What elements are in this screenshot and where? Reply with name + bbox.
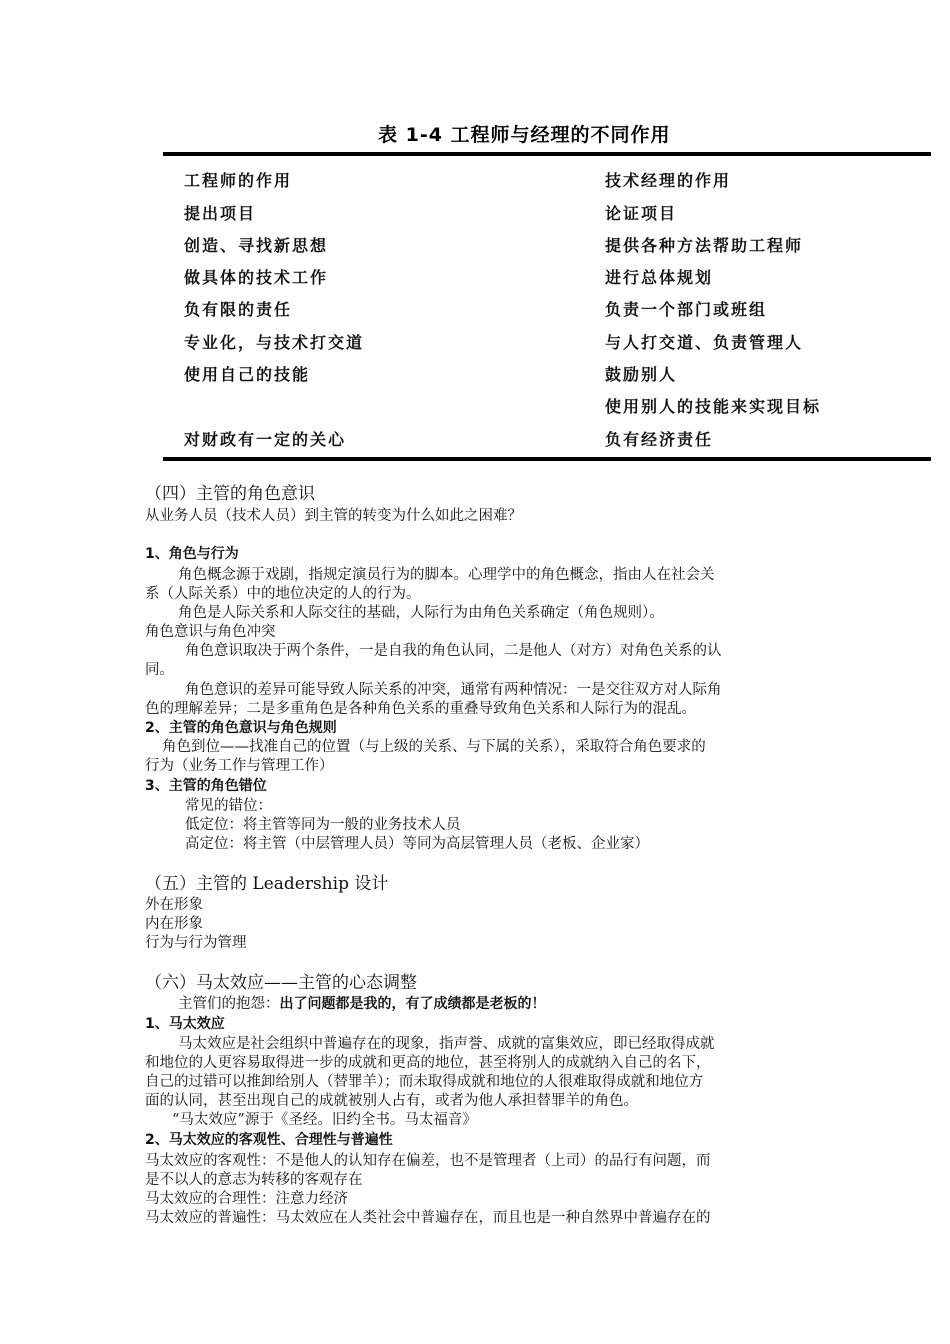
- paragraph: 角色意识与角色冲突: [145, 624, 276, 640]
- table-cell-left: 创造、寻找新思想: [184, 236, 329, 255]
- table-cell-left: 提出项目: [184, 204, 257, 223]
- table-bottom-rule: [163, 457, 931, 461]
- section-heading: （五）主管的 Leadership 设计: [145, 874, 389, 894]
- complaint-lead: 主管们的抱怨：: [178, 996, 280, 1012]
- subheading: 1、马太效应: [145, 1016, 225, 1032]
- paragraph: 角色到位——找准自己的位置（与上级的关系、与下属的关系），采取符合角色要求的: [162, 739, 706, 755]
- subheading: 2、马太效应的客观性、合理性与普遍性: [145, 1132, 393, 1148]
- paragraph: [178, 995, 848, 1014]
- table-cell-right: 进行总体规划: [605, 268, 714, 287]
- paragraph: 是不以人的意志为转移的客观存在: [145, 1172, 363, 1188]
- section-heading: （四）主管的角色意识: [145, 484, 315, 504]
- list-item: 外在形象: [145, 897, 203, 913]
- paragraph: 马太效应的合理性：注意力经济: [145, 1191, 348, 1207]
- paragraph: 角色概念源于戏剧，指规定演员行为的脚本。心理学中的角色概念，指由人在社会关: [178, 567, 715, 583]
- paragraph: 和地位的人更容易取得进一步的成就和更高的地位，甚至将别人的成就纳入自己的名下，: [145, 1055, 711, 1071]
- subheading: 2、主管的角色意识与角色规则: [145, 720, 337, 736]
- paragraph: 角色意识取决于两个条件，一是自我的角色认同，二是他人（对方）对角色关系的认: [185, 643, 722, 659]
- paragraph: 行为（业务工作与管理工作）: [145, 758, 334, 774]
- subheading: 1、角色与行为: [145, 546, 239, 562]
- subheading: 3、主管的角色错位: [145, 778, 267, 794]
- table-cell-left: 对财政有一定的关心: [184, 430, 347, 449]
- table-title: 表 1-4 工程师与经理的不同作用: [378, 124, 671, 146]
- paragraph: 低定位：将主管等同为一般的业务技术人员: [185, 817, 461, 833]
- paragraph: 马太效应的普遍性：马太效应在人类社会中普遍存在，而且也是一种自然界中普遍存在的: [145, 1210, 711, 1226]
- list-item: 行为与行为管理: [145, 935, 247, 951]
- table-cell-right: 提供各种方法帮助工程师: [605, 236, 804, 255]
- paragraph: 系（人际关系）中的地位决定的人的行为。: [145, 586, 421, 602]
- table-cell-right: 使用别人的技能来实现目标: [605, 397, 822, 416]
- table-cell-right: 鼓励别人: [605, 365, 678, 384]
- table-cell-left: 使用自己的技能: [184, 365, 311, 384]
- table-cell-right: 负有经济责任: [605, 430, 714, 449]
- table-cell-left: 专业化，与技术打交道: [184, 333, 365, 352]
- paragraph: 面的认同，甚至出现自己的成就被别人占有，或者为他人承担替罪羊的角色。: [145, 1093, 638, 1109]
- list-item: 内在形象: [145, 916, 203, 932]
- table-cell-left: 做具体的技术工作: [184, 268, 329, 287]
- paragraph: 角色意识的差异可能导致人际关系的冲突，通常有两种情况：一是交往双方对人际角: [185, 682, 722, 698]
- paragraph: 同。: [145, 662, 174, 678]
- paragraph: 常见的错位：: [185, 798, 272, 814]
- table-cell-right: 论证项目: [605, 204, 678, 223]
- table-top-rule: [163, 152, 931, 156]
- table-cell-right: 与人打交道、负责管理人: [605, 333, 804, 352]
- paragraph: 角色是人际关系和人际交往的基础，人际行为由角色关系确定（角色规则）。: [178, 605, 664, 621]
- paragraph: 马太效应是社会组织中普遍存在的现象，指声誉、成就的富集效应，即已经取得成就: [178, 1036, 715, 1052]
- table-cell-right: 负责一个部门或班组: [605, 300, 768, 319]
- table-header-right: 技术经理的作用: [605, 171, 732, 190]
- paragraph: 色的理解差异；二是多重角色是各种角色关系的重叠导致角色关系和人际行为的混乱。: [145, 701, 696, 717]
- paragraph: “马太效应”源于《圣经。旧约全书。马太福音》: [172, 1112, 477, 1128]
- paragraph: 从业务人员（技术人员）到主管的转变为什么如此之困难？: [145, 508, 522, 524]
- complaint-quote: 出了问题都是我的，有了成绩都是老板的！: [279, 996, 546, 1012]
- paragraph: 自己的过错可以推卸给别人（替罪羊）；而未取得成就和地位的人很难取得成就和地位方: [145, 1074, 704, 1090]
- paragraph: 马太效应的客观性：不是他人的认知存在偏差，也不是管理者（上司）的品行有问题，而: [145, 1153, 711, 1169]
- table-header-left: 工程师的作用: [184, 171, 293, 190]
- table-cell-left: 负有限的责任: [184, 300, 293, 319]
- section-heading: （六）马太效应——主管的心态调整: [145, 973, 417, 993]
- paragraph: 高定位：将主管（中层管理人员）等同为高层管理人员（老板、企业家）: [185, 836, 649, 852]
